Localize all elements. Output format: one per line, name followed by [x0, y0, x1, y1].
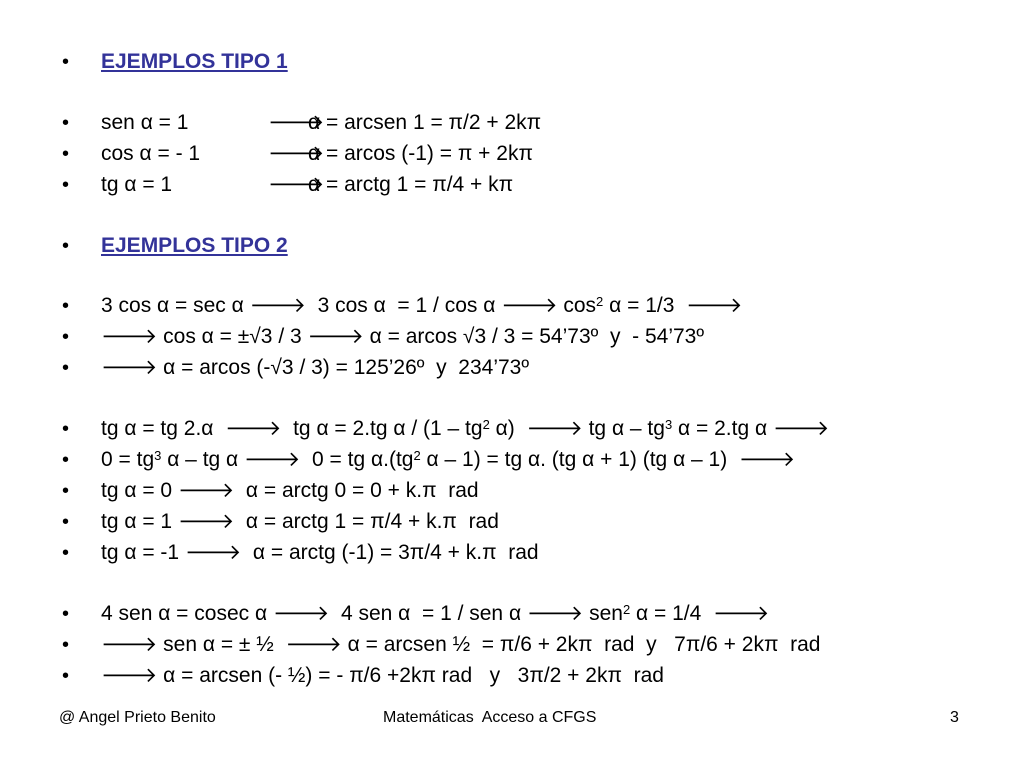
equation: 4 sen α = cosec α 🡒 4 sen α = 1 / sen α 🡒 sen$^2$ α = 1/4 🡒	[101, 602, 770, 625]
equation: 🡒 cos α = ±√3 / 3 🡒 α = arcos √3 / 3 = 54’73º y - 54’73º	[101, 325, 705, 348]
heading-tipo2: EJEMPLOS TIPO 2	[101, 234, 288, 257]
arrow-icon: 🡒	[177, 479, 235, 502]
arrow-icon: 🡒	[738, 448, 796, 471]
arrow-icon: 🡒	[244, 448, 301, 471]
arrow-icon: 🡒	[285, 633, 342, 656]
list-item	[0, 414, 1024, 444]
footer-title: Matemáticas Acceso a CFGS	[383, 709, 597, 726]
arrow-icon: 🡒	[184, 541, 242, 564]
bullet-icon: •	[62, 326, 70, 348]
arrow-icon: 🡒	[249, 294, 306, 317]
list-item	[0, 599, 1024, 629]
equation-left: sen α = 1	[101, 111, 189, 134]
arrow-icon: 🡒	[712, 602, 770, 625]
arrow-icon: 🡒	[268, 142, 325, 165]
bullet-icon: •	[62, 480, 70, 502]
arrow-icon: 🡒	[101, 664, 158, 687]
arrow-icon: 🡒	[501, 294, 558, 317]
bullet-heading-tipo2	[0, 231, 1024, 261]
list-item	[0, 507, 1024, 537]
bullet-icon: •	[62, 418, 70, 440]
bullet-icon: •	[62, 449, 70, 471]
bullet-icon: •	[62, 235, 70, 257]
equation: $0 = tg^3$ α – tg α 🡒 0 = tg $\alpha.(tg^2$ α – 1) = tg α. (tg α + 1) (tg α – 1) 🡒	[101, 448, 796, 471]
arrow-icon: 🡒	[177, 510, 235, 533]
arrow-icon: 🡒	[526, 417, 583, 440]
equation: 🡒 α = arcos (-√3 / 3) = 125’26º y 234’73º	[101, 356, 530, 379]
arrow-icon: 🡒	[101, 325, 158, 348]
equation-left: tg α = 1	[101, 173, 173, 196]
arrow-icon: 🡒	[526, 602, 584, 625]
equation-left: cos α = - 1	[101, 142, 201, 165]
equation: tg α = -1 🡒 α = arctg (-1) = 3π/4 + k.π rad	[101, 541, 539, 564]
equation: 🡒 α = arcsen (- ½) = - π/6 +2kπ rad y 3π/2 + 2kπ rad	[101, 664, 664, 687]
page-number: 3	[950, 709, 959, 726]
list-item	[0, 170, 1024, 200]
list-item	[0, 445, 1024, 475]
equation-right: α = arcsen 1 = π/2 + 2kπ	[308, 111, 542, 134]
arrow-icon: 🡒	[101, 356, 158, 379]
equation: tg α = 0 🡒 α = arctg 0 = 0 + k.π rad	[101, 479, 479, 502]
bullet-icon: •	[62, 357, 70, 379]
bullet-icon: •	[62, 542, 70, 564]
list-item	[0, 661, 1024, 691]
equation-right: α = arctg 1 = π/4 + kπ	[308, 173, 514, 196]
arrow-icon: 🡒	[772, 417, 830, 440]
bullet-icon: •	[62, 143, 70, 165]
bullet-icon: •	[62, 295, 70, 317]
arrow-icon: 🡒	[686, 294, 743, 317]
bullet-icon: •	[62, 51, 70, 73]
arrow-icon: 🡒	[307, 325, 364, 348]
bullet-icon: •	[62, 665, 70, 687]
list-item	[0, 322, 1024, 352]
arrow-icon: 🡒	[101, 633, 158, 656]
arrow-icon: 🡒	[268, 111, 325, 134]
arrow-icon: 🡒	[268, 173, 325, 196]
bullet-icon: •	[62, 603, 70, 625]
list-item	[0, 353, 1024, 383]
arrow-icon: 🡒	[272, 602, 330, 625]
list-item	[0, 476, 1024, 506]
bullet-heading-tipo1	[0, 47, 1024, 77]
list-item	[0, 139, 1024, 169]
equation-right: α = arcos (-1) = π + 2kπ	[308, 142, 533, 165]
equation: tg α = 1 🡒 α = arctg 1 = π/4 + k.π rad	[101, 510, 499, 533]
list-item	[0, 630, 1024, 660]
footer-author: @ Angel Prieto Benito	[59, 709, 216, 726]
bullet-icon: •	[62, 174, 70, 196]
equation: tg α = tg 2.α 🡒 tg α = 2.tg α / ($1 - tg^2$ α) 🡒 tg α – $tg^3$ α = 2.tg α 🡒	[101, 417, 830, 440]
bullet-icon: •	[62, 511, 70, 533]
list-item	[0, 108, 1024, 138]
bullet-icon: •	[62, 634, 70, 656]
arrow-icon: 🡒	[225, 417, 282, 440]
list-item	[0, 538, 1024, 568]
equation: 🡒 sen α = ± ½ 🡒 α = arcsen ½ = π/6 + 2kπ rad y 7π/6 + 2kπ rad	[101, 633, 821, 656]
heading-tipo1: EJEMPLOS TIPO 1	[101, 50, 288, 73]
list-item	[0, 291, 1024, 321]
bullet-icon: •	[62, 112, 70, 134]
equation: 3 cos α = sec α 🡒 3 cos α = 1 / cos α 🡒 $\cos^2 \alpha = 1/3$ 🡒	[101, 294, 743, 317]
